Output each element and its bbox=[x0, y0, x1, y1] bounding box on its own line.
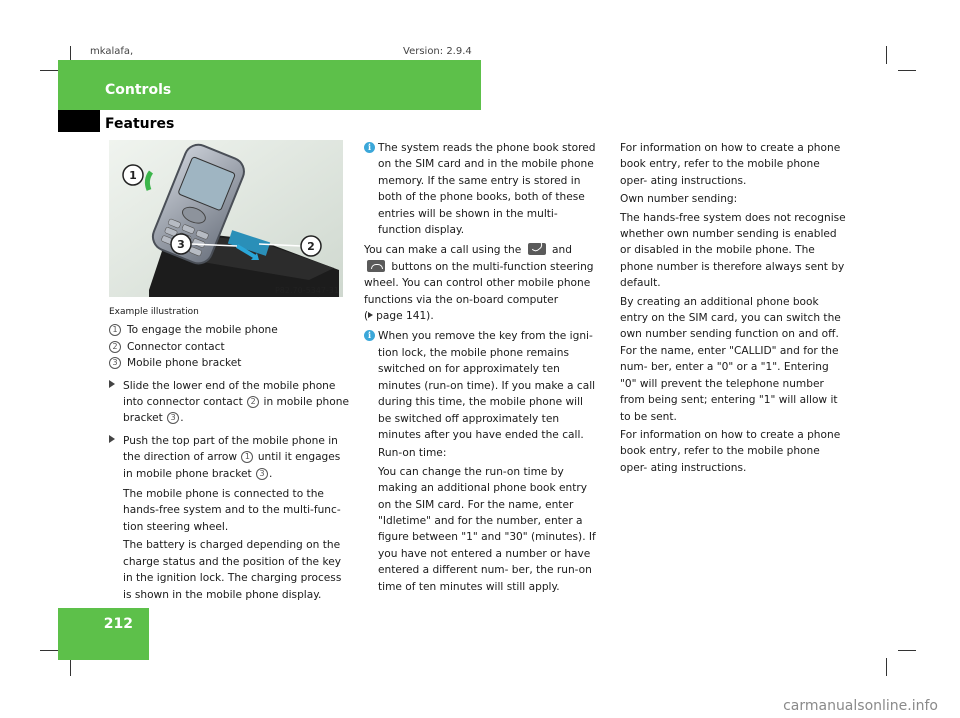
step-item: Slide the lower end of the mobile phone into connector contact 2 in mobile phone bracket 3 . bbox=[109, 378, 349, 427]
svg-text:1: 1 bbox=[129, 169, 137, 182]
callout-1 bbox=[123, 165, 143, 185]
figure-caption: Example illustration bbox=[109, 307, 199, 317]
version-label: Version: 2.9.4 bbox=[403, 46, 472, 57]
paragraph: The mobile phone is connected to the hands-free system and to the multi-func- tion steering wheel. bbox=[123, 488, 341, 533]
arrow-right-icon bbox=[109, 435, 115, 443]
arrow-right-icon bbox=[109, 380, 115, 388]
section-title: Controls bbox=[105, 82, 172, 98]
page-number: 212 bbox=[103, 616, 133, 632]
info-icon: i bbox=[364, 330, 375, 341]
page-heading: Features bbox=[105, 116, 175, 132]
heading-tab bbox=[58, 110, 100, 132]
phone-bracket-photo bbox=[109, 140, 343, 297]
legend-item: 3 Mobile phone bracket bbox=[109, 355, 349, 371]
page-number-tab bbox=[58, 608, 149, 660]
paragraph: The battery is charged depending on the charge status and the position of the key in the ignition lock. The charging process is shown in the mobile phone display. bbox=[123, 539, 342, 601]
crop-mark bbox=[898, 70, 916, 71]
paragraph: You can make a call using the and buttons on the multi-function steering wheel. You can control other mobile phone functions via the on-board computer ( page 141). bbox=[364, 244, 594, 323]
author-label: mkalafa, bbox=[90, 46, 134, 57]
legend-item: 1 To engage the mobile phone bbox=[109, 322, 349, 338]
paragraph: Own number sending: bbox=[620, 193, 738, 206]
phone-end-icon bbox=[367, 260, 385, 272]
phone-send-icon bbox=[528, 243, 546, 255]
crop-mark bbox=[40, 650, 58, 651]
right-column bbox=[620, 140, 848, 478]
paragraph: For information on how to create a phone book entry, refer to the mobile phone oper- ating instructions. bbox=[620, 428, 841, 474]
crop-mark bbox=[886, 658, 887, 676]
step-item: Push the top part of the mobile phone in the direction of arrow 1 until it engages in mobile phone bracket 3 . The mobile phone is connected to the hands-free system and to the multi-func- tion steering wheel. The battery is charged depending on the charge status and the position of the key in the ignition lock. The charging process is shown in the mobile phone display. bbox=[109, 433, 349, 603]
info-icon: i bbox=[364, 142, 375, 153]
legend-item: 2 Connector contact bbox=[109, 339, 349, 355]
crop-mark bbox=[898, 650, 916, 651]
paragraph: You can change the run-on time by making an additional phone book entry on the SIM card. For the name, enter "Idletime" and for the number, enter a figure between "1" and "30" (minutes). If you have not entered a number or have entered a different num- ber, the run-on time of ten minutes will still apply. bbox=[378, 465, 596, 593]
example-illustration bbox=[109, 140, 343, 297]
info-note: i The system reads the phone book stored on the SIM card and in the mobile phone memory. If the same entry is stored in both of the phone books, both of these entries will be shown in the multi-function display. bbox=[364, 140, 596, 238]
left-column bbox=[109, 304, 349, 605]
paragraph: Run-on time: bbox=[378, 447, 447, 460]
crop-mark bbox=[40, 70, 58, 71]
page-pointer-icon bbox=[368, 312, 373, 318]
crop-mark bbox=[70, 658, 71, 676]
info-note: i When you remove the key from the igni- tion lock, the mobile phone remains switched on for approximately ten minutes (run-on time). If you make a call during this time, the mobile phone will be switched off approximately ten minutes after you have ended the call. Run-on time: You can change the run-on time by making an additional phone book entry on the SIM card. For the name, enter "Idletime" and for the number, enter a figure between "1" and "30" (minutes). If you have not entered a number or have entered a different num- ber, the run-on time of ten minutes will still apply. bbox=[364, 328, 596, 595]
paragraph: The hands-free system does not recognise whether own number sending is enabled or disabled in the mobile phone. The phone number is therefore always sent by default. bbox=[620, 211, 846, 290]
svg-text:3: 3 bbox=[177, 238, 185, 251]
watermark: carmanualsonline.info bbox=[783, 698, 938, 714]
middle-column bbox=[364, 140, 596, 599]
paragraph: By creating an additional phone book entry on the SIM card, you can switch the own number sending function on and off. For the name, enter "CALLID" and for the num- ber, enter a "0" or a "1". Entering "0" will prevent the telephone number from being sent; entering "1" will allow it to be sent. bbox=[620, 295, 841, 423]
photo-code: P82.70-5347-31 bbox=[274, 286, 339, 295]
svg-text:2: 2 bbox=[307, 240, 315, 253]
crop-mark bbox=[886, 46, 887, 64]
paragraph: For information on how to create a phone book entry, refer to the mobile phone oper- ating instructions. bbox=[620, 142, 841, 187]
